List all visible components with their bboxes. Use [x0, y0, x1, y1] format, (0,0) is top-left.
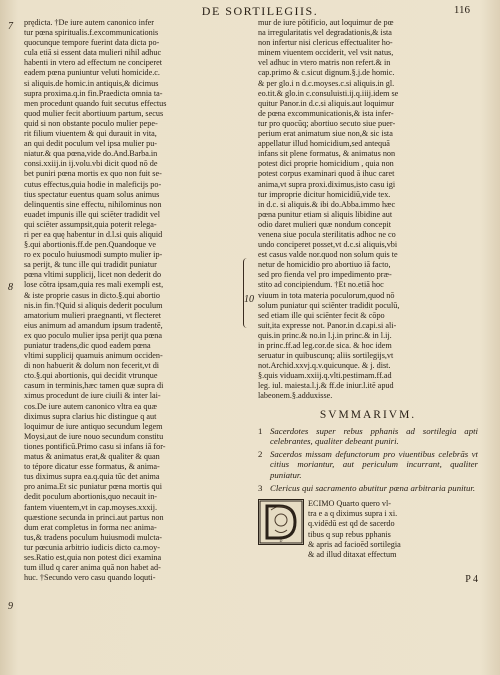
text-line: tus diximus supra ea.q.quia tūc det anima — [24, 472, 160, 482]
text-line: loquimur de iure antiquo secundum legem — [24, 421, 163, 431]
text-line: tius spectatur euentus quam solus animus — [24, 189, 160, 199]
text-line: eius animum ad amandum ipsum tradentē, — [24, 320, 163, 330]
text-line: quid si non obstante poculo mulier pepe- — [24, 118, 158, 128]
text-line: undo conciperet posset,vt d.c.si aliquis,vbi — [258, 240, 398, 250]
text-line: ri per ea quę habentur in d.l.si quis aliquid — [24, 229, 163, 239]
text-line: potest corpus examinari quod ā ihuc caret — [258, 169, 395, 179]
text-line: eadem pœna puniuntur veluti homicide.c. — [24, 68, 160, 78]
text-line: mur de iure pōtificio, aut loquimur de pœ — [258, 18, 394, 27]
text-line: sed pro fienda vel pro impedimento præ- — [258, 270, 392, 280]
text-line: cos.De iure autem canonico vltra ea quæ — [24, 401, 157, 411]
text-line: anima,vt supra proxi.diximus,isto casu igi — [258, 179, 396, 189]
text-line: quitur Panor.in d.c.si aliquis.aut loquimur — [258, 98, 394, 108]
text-line: §.quis viduam.xxiij.q.vlti.pestimam.ff.ad — [258, 371, 392, 381]
text-line: an qui dedit poculum vel ipsa mulier pu- — [24, 139, 158, 149]
text-line: & apris ad facioēd sortilegia — [308, 539, 401, 549]
text-line: quæstione secunda in princi.aut partus non — [24, 512, 164, 522]
summary-item-number: 1 — [258, 425, 263, 436]
text-line: potest dici proprie homicidium , quia non — [258, 159, 394, 169]
initial-ornament-icon — [259, 500, 303, 544]
text-line: cto.§.qui abortionis, qui decidit vtrunque — [24, 371, 158, 381]
right-column-text — [258, 18, 478, 402]
text-line: dedit poculum abortionis,quo necauit in- — [24, 492, 158, 502]
running-title: DE SORTILEGIIS. — [201, 4, 319, 18]
text-line: rit filium viuentem & qui durauit in vita, — [24, 129, 157, 139]
text-line: suit,ita expresse not. Panor.in d.capi.si ali- — [258, 320, 397, 330]
text-line: seruatur in quibuscunq; aliis sortilegijs,vt — [258, 351, 394, 361]
summary-item — [258, 449, 478, 481]
text-line: Moysi,aut de iure nouo secundum constitu — [24, 431, 164, 441]
margin-number-8: 8 — [8, 282, 13, 293]
text-line: tibus q sup rebus pphanis — [308, 529, 391, 539]
text-line: quis.in princ.& no.in l.j.in princ.& in l.ij. — [258, 330, 392, 340]
text-line: non infertur nisi clericus effectualiter ho- — [258, 38, 393, 48]
catchword: P 4 — [465, 574, 478, 586]
text-line: cula etiā si essent data mulieri nihil adhuc — [24, 48, 162, 58]
text-line: puniatur tradens,dic quod eadem pœna — [24, 341, 151, 350]
text-line: habenti in vtero ad effectum ne conciperet — [24, 58, 163, 68]
text-line: viuum in tota materia poculorum,quod nō — [258, 290, 395, 300]
margin-number-7: 7 — [8, 21, 13, 32]
text-line: appellatur illud homicidium,sed antequā — [258, 139, 390, 149]
summary-item-text: Sacerdotes super rebus pphanis ad sortilegia apti celebrantes, qualiter debeant puniri. — [270, 425, 478, 447]
text-line: eo.tit.& glo.in c.consuluisti.ij.q.iiij.idem se — [258, 88, 399, 98]
summary-item — [258, 483, 478, 494]
text-line: stito ad concipiendum. †Et no.etiā hoc — [258, 280, 384, 290]
text-line: diximus supra clarius hic distingue q aut — [24, 411, 157, 421]
text-line: minem viuentem occiderit, vel vsit natus, — [258, 48, 394, 58]
text-line: tur pro quocūq; abortiuo secuto siue puer- — [258, 118, 396, 128]
right-column — [258, 18, 478, 658]
text-line: niatur.& qua pœna,vide do.And.Barba.in — [24, 149, 158, 159]
text-line: & ad illud ditaxat effectum — [308, 549, 397, 559]
text-line: di non habuerit & dolum non fecerit,vt di — [24, 361, 160, 371]
text-line: cutus effectus,quia hodie in maleficijs po- — [24, 179, 162, 189]
text-line: lose cōtra ipsam,quia res mali exempli est, — [24, 280, 164, 290]
summary-heading: SVMMARIVM. — [319, 408, 417, 421]
text-line: tus,& tradens poculum huiusmodi mulcta- — [24, 532, 163, 542]
text-line: tum illud q carer anima quā non habet ad- — [24, 563, 161, 573]
text-line: est casus valde nor.quod non solum quis te — [258, 250, 398, 260]
initial-letter: D — [279, 538, 283, 544]
text-line: men procedunt quando fuit secutus effectus — [24, 98, 167, 108]
text-line: solum puniatur qui sciēnter tradidit poculū, — [258, 300, 400, 310]
text-line: tur pœcunia arbitrio iudicis dicto ca.moy- — [24, 542, 160, 552]
text-line: prędicta. †De iure autem canonico infer — [24, 18, 155, 27]
text-line: odio daret mulieri quæ nondum concepit — [258, 219, 392, 229]
text-line: dum erat completus in forma nec anima- — [24, 522, 157, 532]
text-line: tiones pontificū.Primo casu si infans iā for- — [24, 441, 166, 451]
summary-item-number: 2 — [258, 448, 263, 459]
text-line: tra e a q diximus supra i xi. — [308, 509, 398, 519]
text-line: leg. iul. maiesta.l.j.& ff.de iniur.l.itē apud — [258, 381, 394, 391]
opening-paragraph — [258, 499, 478, 589]
opening-paragraph-text — [308, 499, 478, 560]
text-line: netur de homicidio pro abortiuo iā facto, — [258, 260, 391, 270]
text-line: supra proxima.q.in fin.Praedicta omnia ta- — [24, 88, 163, 98]
margin-number-10: 10 — [244, 294, 254, 305]
text-line: infans sit plene formatus, & animatus non — [258, 149, 396, 159]
text-line: ses.Ratio est,quia non potest dici examina — [24, 552, 162, 562]
text-line: in d.c. si aliquis.& ibi do.Abba.immo hæc — [258, 199, 396, 209]
text-line: consi.xxiij.in ij.volu.vbi dicit quod nō de — [24, 159, 158, 169]
page-number: 116 — [453, 4, 470, 16]
text-line: tur pœna spiritualis.f.excommunicationis — [24, 28, 159, 38]
text-line: sa perijt, & tunc ille qui tradidit puniatur — [24, 260, 157, 270]
text-line: pro anima.Et sic puniatur pœna mortis qui — [24, 482, 163, 492]
summary-item-text: Sacerdos missam defunctorum pro viuentibus celebrās vt citius moriantur, aut periculum incurrant, qualiter puniatur. — [270, 448, 478, 481]
text-line: delinquentis sine effectu, nihilominus non — [24, 199, 162, 209]
text-line: q.vidēdū est qd de sacerdo — [308, 519, 395, 529]
text-line: ximus procedunt de iure ciuili & inter lai- — [24, 391, 161, 401]
text-line: casum in terminis,hæc tamen quæ supra di — [24, 381, 164, 391]
text-line: to tépore dicatur esse formatus, & anima- — [24, 462, 160, 472]
text-line: huc. †Secundo vero casu quando loquti- — [24, 573, 156, 583]
text-line: ro ex poculo huiusmodi sumpto mulier ip- — [24, 250, 163, 260]
text-line: si aliquis.de homic.in antiquis,& dicimus — [24, 78, 159, 88]
text-line: vel adhuc in vtero matris non refert.& in — [258, 58, 391, 68]
summary-item-text: Clericus qui sacramento abutitur pœna arbitraria punitur. — [270, 482, 476, 493]
text-line: de pœna excommunicationis,& ista infer- — [258, 108, 394, 118]
text-line: §.qui abortionis.ff.de pen.Quandoque ve — [24, 240, 156, 250]
text-line: sed etiam ille qui sciēnter fecit & cōpo — [258, 310, 385, 320]
text-line: in princ.ff.ad leg.cor.de sica. & hoc idem — [258, 341, 392, 350]
text-line: ECIMO Quarto quero vl- — [308, 499, 391, 509]
text-line: na irregularitatis vel degradationis,& ista — [258, 28, 392, 38]
decorated-initial — [258, 499, 304, 545]
text-line: tur improprie dicitur homicidiū,vide tex. — [258, 189, 391, 199]
text-line: qui sciēter assumpsit,quia poterit relega- — [24, 219, 157, 229]
left-column — [24, 18, 246, 658]
text-line: pœna vltimi supplicij, licet non dederit do — [24, 270, 162, 280]
text-line: labeonem.§.adduxisse. — [258, 391, 333, 401]
text-line: perium erat animatum siue non,& sic ista — [258, 129, 393, 139]
text-line: fantem viuentem,vt in cap.moyses.xxxij. — [24, 502, 158, 512]
text-line: amatorium mulieri praegnanti, vt flecteret — [24, 310, 162, 320]
text-line: not.Archid.xxvj.q.v.quicunque. & j. dist. — [258, 361, 391, 371]
summary-item — [258, 426, 478, 447]
text-line: pœna punitur etiam si aliquis libidine aut — [258, 209, 393, 219]
text-line: quod mulier fecit abortiuum partum, secus — [24, 108, 164, 118]
text-line: venena siue pocula sterilitatis adhoc ne co — [258, 229, 396, 239]
text-line: matus & animatus erat,& qualiter & quan — [24, 452, 160, 462]
text-line: cap.primo & c.sicut dignum.§.j.de homic. — [258, 68, 395, 78]
summary-list — [258, 426, 478, 494]
text-line: ex quo poculo mulier ipsa perijt qua pœna — [24, 330, 163, 340]
text-line: vltimi supplicij quamuis animum occiden- — [24, 351, 163, 361]
summary-item-number: 3 — [258, 482, 263, 493]
text-line: nis.in fin.†Quid si aliquis dederit poculum — [24, 300, 163, 310]
text-line: quocunque tempore fuerint data dicta po- — [24, 38, 160, 48]
text-line: & iste proprie casus in dicto.§.qui abortio — [24, 290, 160, 300]
text-line: & per glo.i n d.c.moyses.c.si aliquis.in gl. — [258, 78, 395, 88]
running-head — [0, 4, 500, 18]
margin-number-9: 9 — [8, 601, 13, 612]
text-line: bet puniri pœna mortis ex quo non fuit se- — [24, 169, 162, 179]
text-line: euadet impunis ille qui sciēter tradidit vel — [24, 209, 160, 219]
